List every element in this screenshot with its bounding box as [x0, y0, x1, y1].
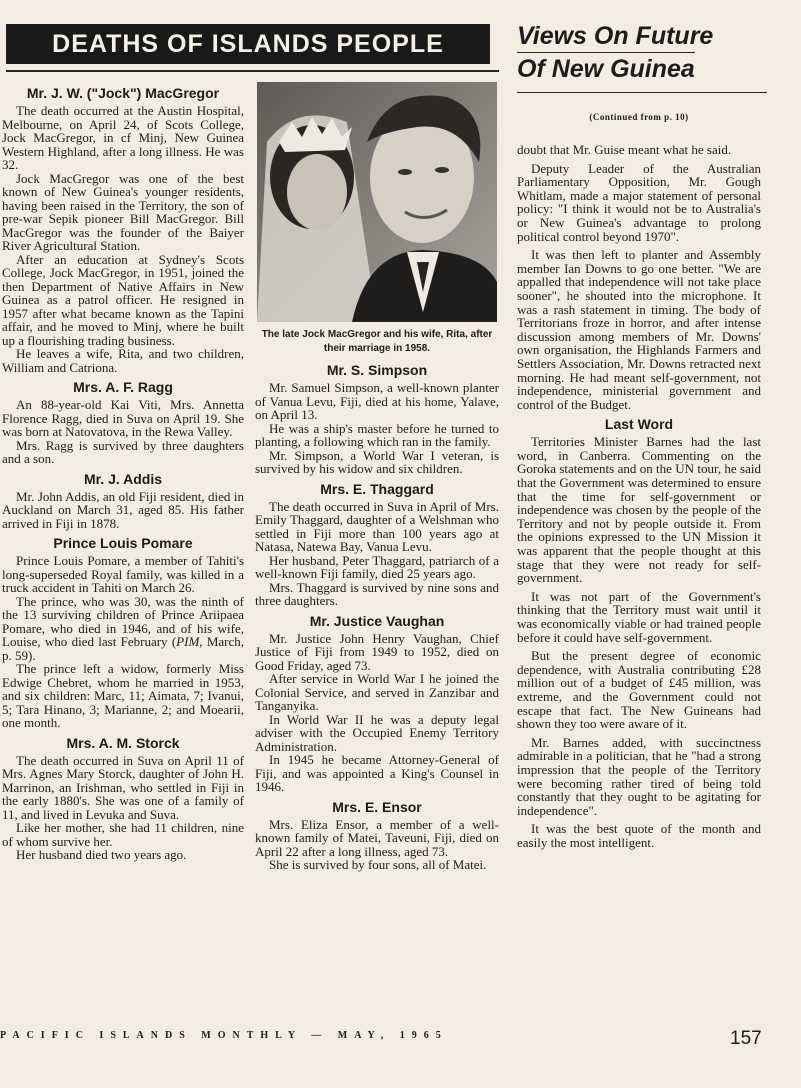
italic-citation: PIM	[176, 634, 200, 649]
article-title-line2: Of New Guinea	[517, 55, 695, 83]
obituary-text: After service in World War I he joined the Colonial Service, and served in Zanzibar and Tanganyika.	[255, 671, 499, 713]
title-rule-2	[517, 92, 767, 93]
obituary-text: Prince Louis Pomare, a member of Tahiti's long-superseded Royal family, was killed in a truck accident in Tahiti on March 26.	[2, 553, 244, 595]
article-text: It was then left to planter and Assembly member Ian Downs to go one better. "We are appalled that independence will not take place sooner", he shouted into the microphone. It was a rash statement in timing. The body of Territorians froze in horror, and after intense discussion among members of Mr. Downs' own organisation, the Highlands Farmers and Settlers Association, Mr. Downs retracted next morning. He had meant self-government, not independence, ministerial government and control of the Budget.	[517, 247, 761, 412]
obituary-text: She is survived by four sons, all of Matei.	[269, 857, 487, 872]
obituary-heading-ensor: Mrs. E. Ensor	[332, 798, 422, 815]
obituary-text: Mr. Samuel Simpson, a well-known planter of Vanua Levu, Fiji, died at his home, Yalave, on April 13.	[255, 380, 499, 422]
obituary-text: He was a ship's master before he turned to planting, a following which ran in the family.	[255, 420, 499, 449]
obituary-text: Her husband died two years ago.	[16, 847, 187, 862]
subheading-last-word: Last Word	[604, 416, 674, 433]
obituary-text: Mr. Simpson, a World War I veteran, is survived by his widow and six children.	[255, 447, 499, 476]
article-column	[517, 143, 761, 855]
wedding-photo-illustration	[257, 82, 497, 322]
obituary-text: An 88-year-old Kai Viti, Mrs. Annetta Florence Ragg, died in Suva on April 19. She was born at Natovatova, in the Rewa Valley.	[2, 397, 244, 439]
obituary-text: The death occurred in Suva in April of Mrs. Emily Thaggard, daughter of a Welshman who settled in Fiji more than 100 years ago at Natasa, Natewa Bay, Vanua Levu.	[255, 498, 499, 554]
obituary-text: Mr. John Addis, an old Fiji resident, died in Auckland on March 31, aged 85. His father arrived in Fiji in 1878.	[2, 488, 244, 531]
article-text: doubt that Mr. Guise meant what he said.	[517, 142, 732, 157]
obituary-text: In 1945 he became Attorney-General of Fiji, and was appointed a King's Counsel in 1946.	[255, 752, 499, 794]
banner-underline	[6, 70, 499, 72]
obituaries-column-1	[2, 80, 244, 862]
magazine-footer: PACIFIC ISLANDS MONTHLY — MAY, 1965	[0, 1030, 448, 1041]
obituary-text: Mrs. Eliza Ensor, a member of a well-known family of Matei, Taveuni, Fiji, died on April 22 after a long illness, aged 73.	[255, 816, 499, 859]
article-title	[517, 20, 797, 86]
obituary-text: The death occurred at the Austin Hospital, Melbourne, on April 24, of Scots College, Jock MacGregor, in cf Minj, New Guinea Western Highland, after a long illness. He was 32.	[2, 103, 244, 172]
obituary-text: In World War II he was a deputy legal adviser with the Occupied Enemy Territory Administration.	[255, 711, 499, 754]
wedding-photo	[257, 82, 497, 322]
article-text: Deputy Leader of the Australian Parliamentary Opposition, Mr. Gough Whitlam, made a major statement of personal policy: "I think it would not be to Australia's or New Guinea's advantage to prolong political control beyond 1970".	[517, 160, 761, 244]
section-banner: DEATHS OF ISLANDS PEOPLE	[6, 24, 490, 64]
article-text: It was the best quote of the month and easily the most intelligent.	[517, 821, 761, 850]
photo-caption: The late Jock MacGregor and his wife, Rita, after their marriage in 1958.	[261, 329, 493, 354]
article-text: Mr. Barnes added, with succinctness admirable in a politician, that he "had a strong impression that the people of the Territory were becoming rather tired of being told constantly that they ought to be agitating for independence".	[517, 734, 761, 818]
obituary-text: He leaves a wife, Rita, and two children, William and Catriona.	[2, 346, 244, 375]
obituary-heading-simpson: Mr. S. Simpson	[326, 362, 428, 378]
obituary-heading-vaughan: Mr. Justice Vaughan	[309, 612, 445, 629]
text-run: , March, p. 59).	[2, 634, 244, 663]
obituary-text: Her husband, Peter Thaggard, patriarch of a well-known Fiji family, died 25 years ago.	[255, 552, 499, 581]
obituary-heading-ragg: Mrs. A. F. Ragg	[73, 379, 173, 395]
obituary-text: Mrs. Ragg is survived by three daughters and a son.	[2, 437, 244, 466]
obituary-heading-storck: Mrs. A. M. Storck	[66, 734, 180, 751]
article-title-line1: Views On Future	[517, 22, 714, 50]
article-text: It was not part of the Government's thinking that the Territory must wait until it was economically viable or had trained people before it could have self-government.	[517, 588, 761, 645]
continued-note: (Continued from p. 10)	[589, 112, 689, 122]
obituary-heading-pomare: Prince Louis Pomare	[53, 535, 193, 551]
obituary-text	[2, 595, 244, 663]
obituary-text: Jock MacGregor was one of the best known of New Guinea's younger residents, having been raised in the Territory, the son of pre-war Sepik pioneer Bill MacGregor. Bill MacGregor was the founder of the Baiyer River Agricultural Station.	[2, 170, 244, 253]
title-rule-1	[517, 52, 695, 53]
obituary-heading-addis: Mr. J. Addis	[83, 470, 163, 487]
obituary-text: The prince left a widow, formerly Miss Edwige Chebret, whom he married in 1953, and six children: Marc, 11; Aimata, 7; Ivanui, 5; Tara Hinano, 3; Marianne, 2; and Moearii, one month.	[2, 661, 244, 730]
obituary-text: Mr. Justice John Henry Vaughan, Chief Justice of Fiji from 1949 to 1952, died on Good Friday, aged 73.	[255, 630, 499, 673]
obituary-text: After an education at Sydney's Scots College, Jock MacGregor, in 1951, joined the then Department of Native Affairs in New Guinea as a patrol officer. He resigned in 1957 after what became known as the Tapini affair, and he moved to Minj, where he built up a flourishing trading business.	[2, 251, 244, 348]
text-run: The prince, who was 30, was the ninth of the 13 surviving children of Prince Ariipaea Pomare, who died in 1946, and of his wife, Louise, who died last February (	[2, 593, 244, 649]
article-text: Territories Minister Barnes had the last word, in Canberra. Commenting on the Goroka statements and on the UN tour, he said that the Government was determined to ensure that the time for self-government or independence was chosen by the people of the Territory and not by people outside it. From the opinions expressed to the UN Mission it was apparent that the people thought at this stage that they were not ready for self-government.	[517, 434, 761, 586]
obituaries-column-2	[255, 82, 499, 872]
obituary-heading-macgregor: Mr. J. W. ("Jock") MacGregor	[26, 85, 220, 101]
article-text: But the present degree of economic dependence, with Australia contributing £28 million out of a budget of £45 million, was extreme, and the Government could not escape that fact. The New Guineans had shown they too were aware of it.	[517, 648, 761, 732]
obituary-text: Mrs. Thaggard is survived by nine sons and three daughters.	[255, 579, 499, 608]
page-number: 157	[730, 1028, 762, 1049]
obituary-text: Like her mother, she had 11 children, nine of whom survive her.	[2, 820, 244, 849]
obituary-text: The death occurred in Suva on April 11 of Mrs. Agnes Mary Storck, daughter of John H. Marrinon, an Irishman, who settled in Fiji in the early 1880's. She was one of a family of 11, and lived in Levuka and Suva.	[2, 752, 244, 822]
obituary-heading-thaggard: Mrs. E. Thaggard	[320, 480, 434, 497]
